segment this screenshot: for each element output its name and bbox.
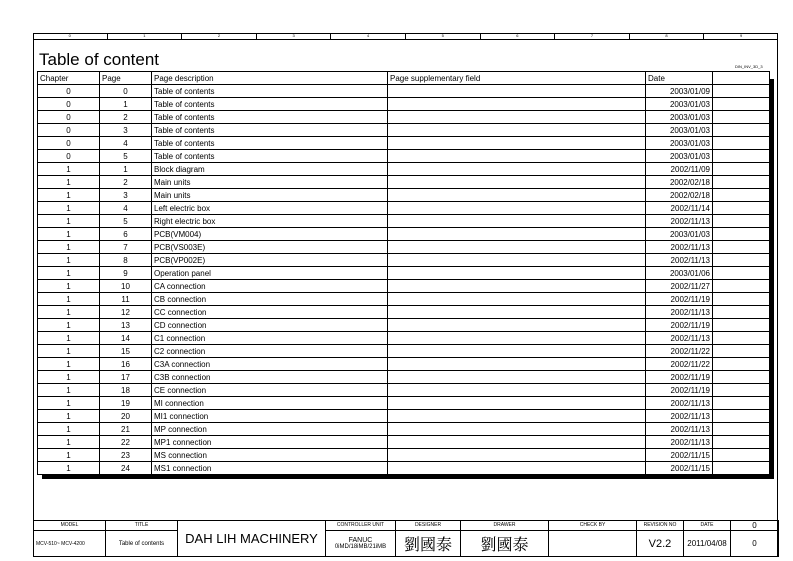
table-row — [38, 150, 770, 163]
cell-supplementary — [388, 306, 646, 319]
table-row — [38, 397, 770, 410]
table-row — [38, 215, 770, 228]
cell-blank — [713, 189, 770, 202]
cell-blank — [713, 423, 770, 436]
table-row — [38, 306, 770, 319]
cell-date: 2002/02/18 — [646, 189, 713, 202]
cell-blank — [713, 267, 770, 280]
sheet-number-top: 0 — [731, 521, 779, 531]
cell-blank — [713, 228, 770, 241]
cell-blank — [713, 384, 770, 397]
designer-signature: 劉國泰 — [396, 531, 461, 557]
drawer-label: DRAWER — [461, 521, 549, 531]
cell-description: C3A connection — [152, 358, 388, 371]
cell-page: 21 — [100, 423, 152, 436]
cell-date: 2002/11/19 — [646, 371, 713, 384]
cell-blank — [713, 397, 770, 410]
table-row — [38, 449, 770, 462]
cell-blank — [713, 215, 770, 228]
cell-chapter: 1 — [38, 202, 100, 215]
table-header-row — [38, 72, 770, 85]
zone-marker-bar — [33, 33, 778, 40]
cell-chapter: 1 — [38, 241, 100, 254]
table-row — [38, 384, 770, 397]
cell-description: Table of contents — [152, 85, 388, 98]
cell-supplementary — [388, 254, 646, 267]
cell-page: 7 — [100, 241, 152, 254]
cell-chapter: 1 — [38, 254, 100, 267]
cell-description: MI connection — [152, 397, 388, 410]
cell-supplementary — [388, 241, 646, 254]
zone-marker: 1 — [108, 33, 183, 39]
zone-marker: 5 — [406, 33, 481, 39]
model-label: MODEL — [34, 521, 106, 531]
cell-description: C3B connection — [152, 371, 388, 384]
cell-page: 5 — [100, 215, 152, 228]
cell-date: 2002/11/13 — [646, 306, 713, 319]
title-block — [33, 520, 779, 557]
cell-date: 2002/11/19 — [646, 384, 713, 397]
document-code: DIN_INV_3D_3 — [735, 64, 763, 69]
cell-page: 3 — [100, 189, 152, 202]
cell-page: 18 — [100, 384, 152, 397]
cell-date: 2003/01/03 — [646, 228, 713, 241]
cell-chapter: 1 — [38, 436, 100, 449]
cell-description: Table of contents — [152, 150, 388, 163]
zone-marker: 6 — [481, 33, 556, 39]
cell-date: 2003/01/03 — [646, 98, 713, 111]
cell-page: 19 — [100, 397, 152, 410]
cell-blank — [713, 306, 770, 319]
cell-supplementary — [388, 228, 646, 241]
cell-chapter: 0 — [38, 98, 100, 111]
cell-page: 24 — [100, 462, 152, 475]
cell-blank — [713, 358, 770, 371]
check-value — [549, 531, 637, 557]
cell-chapter: 1 — [38, 345, 100, 358]
cell-blank — [713, 137, 770, 150]
zone-marker: 2 — [182, 33, 257, 39]
table-row — [38, 228, 770, 241]
cell-supplementary — [388, 423, 646, 436]
cell-supplementary — [388, 163, 646, 176]
cell-chapter: 1 — [38, 384, 100, 397]
date-label: DATE — [684, 521, 731, 531]
cell-chapter: 1 — [38, 358, 100, 371]
cell-description: Main units — [152, 189, 388, 202]
cell-date: 2002/11/22 — [646, 358, 713, 371]
cell-description: Table of contents — [152, 137, 388, 150]
cell-page: 14 — [100, 332, 152, 345]
cell-blank — [713, 280, 770, 293]
cell-supplementary — [388, 176, 646, 189]
cell-description: Right electric box — [152, 215, 388, 228]
cell-supplementary — [388, 98, 646, 111]
title-value: Table of contents — [106, 531, 178, 557]
cell-chapter: 1 — [38, 397, 100, 410]
cell-description: MS1 connection — [152, 462, 388, 475]
table-row — [38, 436, 770, 449]
cell-chapter: 0 — [38, 85, 100, 98]
cell-description: PCB(VS003E) — [152, 241, 388, 254]
cell-supplementary — [388, 436, 646, 449]
cell-date: 2002/11/13 — [646, 397, 713, 410]
table-row — [38, 319, 770, 332]
table-row — [38, 111, 770, 124]
cell-chapter: 1 — [38, 371, 100, 384]
cell-date: 2003/01/03 — [646, 124, 713, 137]
cell-date: 2003/01/09 — [646, 85, 713, 98]
cell-date: 2002/11/09 — [646, 163, 713, 176]
cell-supplementary — [388, 267, 646, 280]
table-row — [38, 85, 770, 98]
cell-date: 2002/11/13 — [646, 423, 713, 436]
cell-chapter: 0 — [38, 150, 100, 163]
cell-page: 0 — [100, 85, 152, 98]
header-description: Page description — [152, 72, 388, 85]
cell-page: 20 — [100, 410, 152, 423]
cell-chapter: 0 — [38, 124, 100, 137]
cell-supplementary — [388, 332, 646, 345]
table-row — [38, 332, 770, 345]
controller-value — [326, 531, 396, 557]
cell-description: MI1 connection — [152, 410, 388, 423]
cell-date: 2002/11/27 — [646, 280, 713, 293]
title-label: TITLE — [106, 521, 178, 531]
cell-page: 3 — [100, 124, 152, 137]
cell-date: 2002/11/15 — [646, 462, 713, 475]
cell-chapter: 1 — [38, 176, 100, 189]
cell-date: 2002/11/13 — [646, 254, 713, 267]
cell-page: 8 — [100, 254, 152, 267]
cell-page: 4 — [100, 202, 152, 215]
cell-supplementary — [388, 358, 646, 371]
cell-page: 13 — [100, 319, 152, 332]
cell-blank — [713, 111, 770, 124]
cell-chapter: 1 — [38, 449, 100, 462]
controller-brand: FANUC — [348, 537, 373, 544]
cell-description: CE connection — [152, 384, 388, 397]
cell-chapter: 0 — [38, 111, 100, 124]
table-row — [38, 410, 770, 423]
revision-label: REVISION NO — [637, 521, 684, 531]
table-row — [38, 371, 770, 384]
cell-date: 2003/01/06 — [646, 267, 713, 280]
cell-description: CB connection — [152, 293, 388, 306]
contents-table — [37, 71, 770, 475]
table-row — [38, 137, 770, 150]
cell-description: MP connection — [152, 423, 388, 436]
cell-supplementary — [388, 319, 646, 332]
cell-supplementary — [388, 85, 646, 98]
cell-blank — [713, 163, 770, 176]
cell-date: 2002/11/19 — [646, 293, 713, 306]
drawer-signature: 劉國泰 — [461, 531, 549, 557]
cell-blank — [713, 319, 770, 332]
cell-blank — [713, 371, 770, 384]
cell-page: 11 — [100, 293, 152, 306]
cell-chapter: 1 — [38, 163, 100, 176]
zone-marker: 0 — [33, 33, 108, 39]
cell-chapter: 0 — [38, 137, 100, 150]
table-row — [38, 358, 770, 371]
cell-supplementary — [388, 215, 646, 228]
table-row — [38, 280, 770, 293]
cell-date: 2002/11/13 — [646, 332, 713, 345]
header-date: Date — [646, 72, 713, 85]
cell-date: 2002/11/15 — [646, 449, 713, 462]
table-row — [38, 176, 770, 189]
table-row — [38, 267, 770, 280]
table-row — [38, 202, 770, 215]
controller-label: CONTROLLER UNIT — [326, 521, 396, 531]
cell-blank — [713, 462, 770, 475]
header-page: Page — [100, 72, 152, 85]
cell-description: C2 connection — [152, 345, 388, 358]
cell-page: 5 — [100, 150, 152, 163]
cell-page: 1 — [100, 98, 152, 111]
cell-chapter: 1 — [38, 410, 100, 423]
zone-marker: 4 — [331, 33, 406, 39]
header-blank — [713, 72, 770, 85]
cell-blank — [713, 202, 770, 215]
cell-page: 6 — [100, 228, 152, 241]
cell-supplementary — [388, 371, 646, 384]
cell-description: Table of contents — [152, 124, 388, 137]
cell-date: 2002/11/22 — [646, 345, 713, 358]
cell-chapter: 1 — [38, 189, 100, 202]
cell-description: Main units — [152, 176, 388, 189]
cell-date: 2003/01/03 — [646, 150, 713, 163]
cell-chapter: 1 — [38, 462, 100, 475]
cell-page: 15 — [100, 345, 152, 358]
cell-blank — [713, 410, 770, 423]
check-label: CHECK BY — [549, 521, 637, 531]
cell-chapter: 1 — [38, 332, 100, 345]
cell-description: MS connection — [152, 449, 388, 462]
cell-page: 2 — [100, 111, 152, 124]
cell-date: 2003/01/03 — [646, 137, 713, 150]
cell-description: MP1 connection — [152, 436, 388, 449]
header-chapter: Chapter — [38, 72, 100, 85]
cell-supplementary — [388, 111, 646, 124]
cell-blank — [713, 124, 770, 137]
cell-page: 22 — [100, 436, 152, 449]
cell-supplementary — [388, 280, 646, 293]
table-row — [38, 98, 770, 111]
cell-chapter: 1 — [38, 293, 100, 306]
cell-chapter: 1 — [38, 228, 100, 241]
date-value: 2011/04/08 — [684, 531, 731, 557]
cell-blank — [713, 241, 770, 254]
cell-date: 2002/11/13 — [646, 241, 713, 254]
zone-marker: 7 — [555, 33, 630, 39]
table-row — [38, 124, 770, 137]
sheet-number-bottom: 0 — [731, 531, 779, 557]
cell-page: 16 — [100, 358, 152, 371]
cell-blank — [713, 98, 770, 111]
table-row — [38, 163, 770, 176]
cell-blank — [713, 254, 770, 267]
cell-chapter: 1 — [38, 215, 100, 228]
cell-supplementary — [388, 384, 646, 397]
cell-supplementary — [388, 345, 646, 358]
cell-description: Block diagram — [152, 163, 388, 176]
cell-supplementary — [388, 397, 646, 410]
cell-description: C1 connection — [152, 332, 388, 345]
cell-blank — [713, 293, 770, 306]
cell-date: 2002/11/13 — [646, 215, 713, 228]
cell-description: Table of contents — [152, 98, 388, 111]
cell-chapter: 1 — [38, 319, 100, 332]
cell-date: 2002/11/14 — [646, 202, 713, 215]
cell-supplementary — [388, 124, 646, 137]
cell-blank — [713, 332, 770, 345]
cell-blank — [713, 345, 770, 358]
cell-blank — [713, 176, 770, 189]
designer-label: DESIGNER — [396, 521, 461, 531]
controller-models: 0iMD/18iMB/21iMB — [334, 544, 387, 550]
cell-supplementary — [388, 137, 646, 150]
revision-value: V2.2 — [637, 531, 684, 557]
cell-page: 2 — [100, 176, 152, 189]
cell-description: CD connection — [152, 319, 388, 332]
cell-supplementary — [388, 202, 646, 215]
cell-description: CC connection — [152, 306, 388, 319]
zone-marker: 9 — [740, 33, 743, 38]
cell-supplementary — [388, 293, 646, 306]
cell-supplementary — [388, 462, 646, 475]
cell-chapter: 1 — [38, 280, 100, 293]
cell-page: 4 — [100, 137, 152, 150]
cell-description: CA connection — [152, 280, 388, 293]
cell-description: Table of contents — [152, 111, 388, 124]
zone-marker: 8 — [630, 33, 705, 39]
cell-supplementary — [388, 410, 646, 423]
company-name: DAH LIH MACHINERY — [178, 521, 326, 557]
cell-description: PCB(VM004) — [152, 228, 388, 241]
cell-blank — [713, 449, 770, 462]
cell-chapter: 1 — [38, 267, 100, 280]
cell-supplementary — [388, 189, 646, 202]
cell-page: 9 — [100, 267, 152, 280]
cell-blank — [713, 150, 770, 163]
model-value: MCV-510~ MCV-4200 — [34, 531, 106, 557]
table-row — [38, 462, 770, 475]
table-row — [38, 189, 770, 202]
table-row — [38, 254, 770, 267]
cell-description: Operation panel — [152, 267, 388, 280]
cell-description: Left electric box — [152, 202, 388, 215]
table-row — [38, 293, 770, 306]
cell-date: 2002/11/13 — [646, 436, 713, 449]
cell-page: 1 — [100, 163, 152, 176]
table-row — [38, 241, 770, 254]
table-row — [38, 345, 770, 358]
page-title: Table of content — [39, 50, 160, 69]
cell-blank — [713, 436, 770, 449]
cell-date: 2002/11/13 — [646, 410, 713, 423]
cell-date: 2002/11/19 — [646, 319, 713, 332]
cell-chapter: 1 — [38, 306, 100, 319]
cell-supplementary — [388, 449, 646, 462]
cell-page: 12 — [100, 306, 152, 319]
table-row — [38, 423, 770, 436]
cell-supplementary — [388, 150, 646, 163]
cell-page: 10 — [100, 280, 152, 293]
cell-chapter: 1 — [38, 423, 100, 436]
cell-description: PCB(VP002E) — [152, 254, 388, 267]
cell-date: 2003/01/03 — [646, 111, 713, 124]
cell-date: 2002/02/18 — [646, 176, 713, 189]
cell-page: 23 — [100, 449, 152, 462]
cell-blank — [713, 85, 770, 98]
header-supplementary: Page supplementary field — [388, 72, 646, 85]
cell-page: 17 — [100, 371, 152, 384]
zone-marker: 3 — [257, 33, 332, 39]
